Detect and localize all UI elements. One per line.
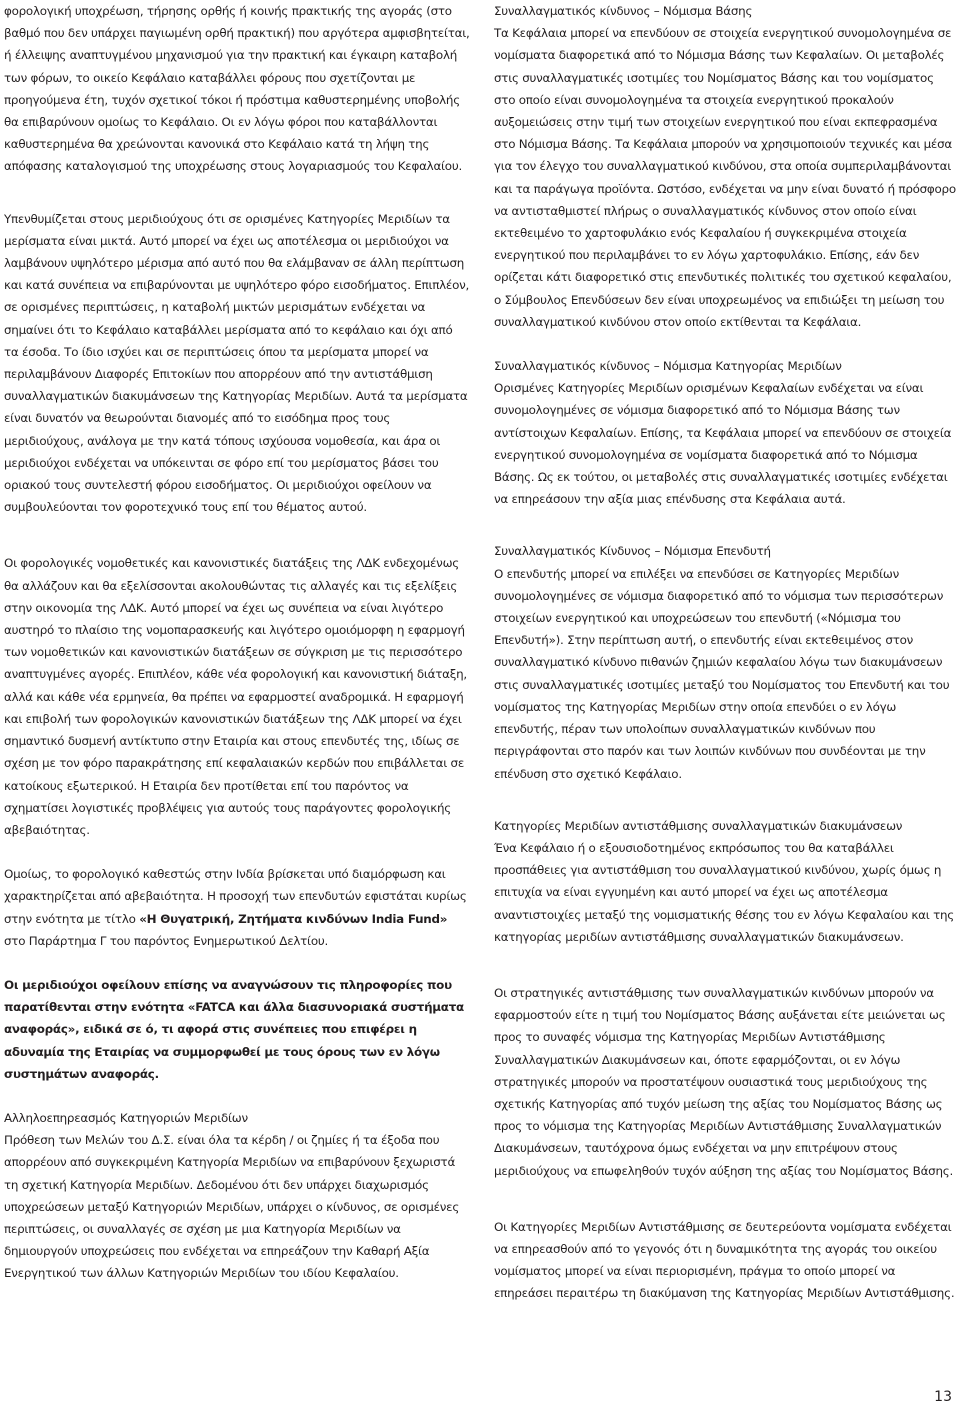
right-column [494,0,956,1305]
paragraph-hedged-share-classes: Ένα Κεφάλαιο ή ο εξουσιοδοτημένος εκπρόσωπος του θα καταβάλλει προσπάθειες για αντιστάθμιση του συναλλαγματικού κινδύνου, χωρίς όμως η επιτυχία να είναι εγγυημένη και αυτό μπορεί να έχει ως αποτέλεσμα αναντιστοιχίες μεταξύ της νομισματικής θέσης του εν λόγω Κεφαλαίου και της κατηγορίας μεριδίων αντιστάθμισης συναλλαγματικών διακυμάνσεων. [494,840,954,944]
spacer [494,1182,956,1216]
india-tax-text-start: Ομοίως, το φορολογικό καθεστώς στην Ινδία βρίσκεται υπό διαμόρφωση και χαρακτηρίζεται από αβεβαιότητα. Η προσοχή των επενδυτών εφιστάται κυρίως στην ενότητα με τίτλο [4,867,467,926]
paragraph-investor-currency-risk: Ο επενδυτής μπορεί να επιλέξει να επενδύσει σε Κατηγορίες Μεριδίων συνομολογημένες σε νόμισμα διαφορετικό από το νόμισμα των περισσότερων στοιχείων ενεργητικού και υποχρεώσεων του επενδυτή («Νόμισμα του Επενδυτή»). Στην περίπτωση αυτή, ο επενδυτής είναι εκτεθειμένος στον συναλλαγματικό κίνδυνο πιθανών ζημιών κεφαλαίου λόγω των διακυμάνσεων στις συναλλαγματικές ισοτιμίες μεταξύ του Νομίσματος του Επενδυτή και του νομίσματος της Κατηγορίας Μεριδίων στην οποία επενδύει ο εν λόγω επενδυτής, πέραν των υπολοίπων συναλλαγματικών κινδύνων που περιγράφονται στο παρόν και των λοιπών κινδύνων που συνδέονται με την επένδυση στο σχετικό Κεφάλαιο. [494,566,950,781]
spacer [494,948,956,982]
india-fund-reference: «Η Θυγατρική, Ζητήματα κινδύνων India Fund» [139,911,448,926]
paragraph-prc-tax: Οι φορολογικές νομοθετικές και κανονιστικές διατάξεις της ΛΔΚ ενδεχομένως θα αλλάζουν και θα εξελίσσονται ακολουθώντας τις αλλαγές και τις εξελίξεις στην οικονομία της ΛΔΚ. Αυτό μπορεί να έχει ως συνέπεια να είναι λιγότερο αυστηρό το πλαίσιο της νομοπαρασκευής και λιγότερο ομοιόμορφη η εφαρμογή των νομοθετικών και κανονιστικών διατάξεων σε σύγκριση με τις περισσότερο αναπτυγμένες αγορές. Επιπλέον, κάθε νέα φορολογική και κανονιστική διάταξη, αλλά και κάθε νέα ερμηνεία, θα πρέπει να εφαρμοστεί αναδρομικά. Η εφαρμογή και επιβολή των φορολογικών κανονιστικών διατάξεων της ΛΔΚ μπορεί να έχει σημαντικό δυσμενή αντίκτυπο στην Εταιρία και στους επενδυτές της, ιδίως σε σχέση με τον φόρο παρακράτησης επί κεφαλαιακών κερδών που επιβάλλεται σε κατοίκους εξωτερικού. Η Εταιρία δεν προτίθεται επί του παρόντος να σχηματίσει λογιστικές προβλέψεις για αυτούς τους παράγοντες φορολογικής αβεβαιότητας. [4,556,467,837]
heading-share-class-contagion: Αλληλοεπηρεασμός Κατηγοριών Μεριδίων [4,1110,248,1125]
page-number: 13 [934,1389,952,1405]
paragraph-fatca-notice: Οι μεριδιούχοι οφείλουν επίσης να αναγνώσουν τις πληροφορίες που παρατίθενται στην ενότητα «FATCA και άλλα διασυνοριακά συστήματα αναφοράς», ειδικά σε ό, τι αφορά στις συνέπειες που επιφέρει η αδυναμία της Εταιρίας να συμμορφωθεί με τους όρους των εν λόγω συστημάτων αναφοράς. [4,977,464,1081]
spacer [494,333,956,355]
heading-share-class-currency-risk: Συναλλαγματικός κίνδυνος – Νόμισμα Κατηγορίας Μεριδίων [494,359,842,374]
spacer [4,841,470,863]
paragraph-tax-liability: φορολογική υποχρέωση, τήρησης ορθής ή κοινής πρακτικής της αγοράς (στο βαθμό που δεν υπάρχει παγιωμένη ορθή πρακτική) που αργότερα αμφισβητείται, ή έλλειψης αναπτυγμένου μηχανισμού για την πρακτική και έγκαιρη καταβολή των φόρων, το οικείο Κεφάλαιο καταβάλλει φόρους που σχετίζονται με προηγούμενα έτη, τυχόν σχετικοί τόκοι ή πρόστιμα καθυστερημένης υποβολής θα επιβαρύνουν ομοίως το Κεφάλαιο. Οι εν λόγω φόροι που καταβάλλονται καθυστερημένα θα χρεώνονται κανονικά στο Κεφάλαιο κατά τη λήψη της απόφασης καταλογισμού της υποχρέωσης στους λογαριασμούς του Κεφαλαίου. [4,4,470,174]
spacer [4,952,470,974]
paragraph-share-class-currency-risk: Ορισμένες Κατηγορίες Μεριδίων ορισμένων Κεφαλαίων ενδέχεται να είναι συνομολογημένες σε νόμισμα διαφορετικό από το Νόμισμα Βάσης των αντίστοιχων Κεφαλαίων. Επίσης, τα Κεφάλαια μπορεί να επενδύουν σε στοιχεία ενεργητικού συνομολογημένα σε νομίσματα διαφορετικά από το Νόμισμα Βάσης. Ως εκ τούτου, οι μεταβολές στις συναλλαγματικές ισοτιμίες ενδέχεται να επηρεάσουν την αξία μιας επένδυσης στα Κεφάλαια αυτά. [494,381,952,507]
paragraph-india-tax [4,863,470,952]
heading-base-currency-risk: Συναλλαγματικός κίνδυνος – Νόμισμα Βάσης [494,4,753,18]
heading-investor-currency-risk: Συναλλαγματικός Κίνδυνος – Νόμισμα Επενδυτή [494,544,771,559]
spacer [4,178,470,208]
paragraph-share-class-contagion: Πρόθεση των Μελών του Δ.Σ. είναι όλα τα κέρδη / οι ζημίες ή τα έξοδα που απορρέουν από συγκεκριμένη Κατηγορία Μεριδίων να επιβαρύνουν ξεχωριστά τη σχετική Κατηγορία Μεριδίων. Δεδομένου ότι δεν υπάρχει διαχωρισμός υποχρεώσεων μεταξύ Κατηγοριών Μεριδίων, υπάρχει ο κίνδυνος, σε ορισμένες περιπτώσεις, οι συναλλαγές σε σχέση με μια Κατηγορία Μεριδίων να δημιουργούν υποχρεώσεις που ενδέχεται να επηρεάζουν την Καθαρή Αξία Ενεργητικού των άλλων Κατηγοριών Μεριδίων του ιδίου Κεφαλαίου. [4,1133,460,1281]
spacer [494,785,956,815]
spacer [4,1085,470,1107]
paragraph-minor-currency-hedging: Οι Κατηγορίες Μεριδίων Αντιστάθμισης σε δευτερεύοντα νομίσματα ενδέχεται να επηρεασθούν από το γεγονός ότι η δυναμικότητα της αγοράς του οικείου νομίσματος μπορεί να είναι περιορισμένη, πράγμα το οποίο μπορεί να επηρεάσει περαιτέρω τη διακύμανση της Κατηγορίας Μεριδίων Αντιστάθμισης. [494,1219,955,1301]
paragraph-gross-dividends: Υπενθυμίζεται στους μεριδιούχους ότι σε ορισμένες Κατηγορίες Μεριδίων τα μερίσματα είναι μικτά. Αυτό μπορεί να έχει ως αποτέλεσμα οι μεριδιούχοι να λαμβάνουν υψηλότερο μέρισμα από αυτό που θα ελάμβαναν σε άλλη περίπτωση και κατά συνέπεια να επιβαρύνονται με υψηλότερο φόρο εισοδήματος. Επιπλέον, σε ορισμένες περιπτώσεις, η καταβολή μικτών μερισμάτων ενδέχεται να σημαίνει ότι το Κεφάλαιο καταβάλλει μερίσματα από το κεφάλαιο και όχι από τα έσοδα. Το ίδιο ισχύει και σε περιπτώσεις όπου τα μερίσματα μπορεί να περιλαμβάνουν Διαφορές Επιτοκίων που απορρέουν από την αντιστάθμιση συναλλαγματικών διακυμάνσεων της Κατηγορίας Μεριδίων. Αυτά τα μερίσματα είναι δυνατόν να θεωρούνται διανομές από το εισόδημα προς τους μεριδιούχους, ανάλογα με την κατά τόπους ισχύουσα νομοθεσία, και άρα οι μεριδιούχοι ενδέχεται να υπόκεινται σε φόρο επί του μερίσματος βάσει του οριακού τους συντελεστή φόρου εισοδήματος. Οι μεριδιούχοι οφείλουν να συμβουλεύονται τον φοροτεχνικό τους επί του θέματος αυτού. [4,211,470,515]
paragraph-hedging-strategies: Οι στρατηγικές αντιστάθμισης των συναλλαγματικών κινδύνων μπορούν να εφαρμοστούν είτε η τιμή του Νομίσματος Βάσης αυξάνεται είτε μειώνεται ως προς το συναφές νόμισμα της Κατηγορίας Μεριδίων Αντιστάθμισης Συναλλαγματικών Διακυμάνσεων και, όποτε εφαρμόζονται, οι εν λόγω στρατηγικές μπορούν να προστατέψουν ουσιαστικά τους μεριδιούχους της σχετικής Κατηγορίας από τυχόν μείωση της αξίας του Νομίσματος Βάσης ως προς το νόμισμα της Κατηγορίας Μεριδίων Αντιστάθμισης Συναλλαγματικών Διακυμάνσεων, ταυτόχρονα όμως ενδέχεται να μην επιτρέψουν στους μεριδιούχους να επωφεληθούν τυχόν αύξηση της αξίας του Νομίσματος Βάσης. [494,985,953,1178]
spacer [494,510,956,540]
paragraph-base-currency-risk: Τα Κεφάλαια μπορεί να επενδύουν σε στοιχεία ενεργητικού συνομολογημένα σε νομίσματα διαφορετικά από το Νόμισμα Βάσης των Κεφαλαίων. Οι μεταβολές στις συναλλαγματικές ισοτιμίες του Νομίσματος Βάσης και του νομίσματος στο οποίο είναι συνομολογημένα τα στοιχεία ενεργητικού προκαλούν αυξομειώσεις στην τιμή των στοιχείων ενεργητικού που είναι εκπεφρασμένα στο Νόμισμα Βάσης. Τα Κεφάλαια μπορούν να χρησιμοποιούν τεχνικές και μέσα για τον έλεγχο του συναλλαγματικού κινδύνου, στα οποία συμπεριλαμβάνονται και τα παράγωγα προϊόντα. Ωστόσο, ενδέχεται να μην είναι δυνατό ή πρόσφορο να αντισταθμιστεί πλήρως ο συναλλαγματικός κίνδυνος στον οποίο είναι εκτεθειμένο το χαρτοφυλάκιο ενός Κεφαλαίου ή συγκεκριμένα στοιχεία ενεργητικού που περιλαμβάνει το εν λόγω χαρτοφυλάκιο. Επίσης, εάν δεν ορίζεται κάτι διαφορετικό στις επενδυτικές πολιτικές του σχετικού κεφαλαίου, ο Σύμβουλος Επενδύσεων δεν είναι υποχρεωμένος να επιδιώξει τη μείωση του συναλλαγματικού κινδύνου στον οποίο εκτίθενται τα Κεφάλαια. [494,26,956,329]
india-tax-text-end: στο Παράρτημα Γ του παρόντος Ενημερωτικού Δελτίου. [4,933,329,948]
spacer [4,518,470,552]
heading-hedged-share-classes: Κατηγορίες Μεριδίων αντιστάθμισης συναλλαγματικών διακυμάνσεων [494,818,903,833]
left-column [4,0,470,1285]
